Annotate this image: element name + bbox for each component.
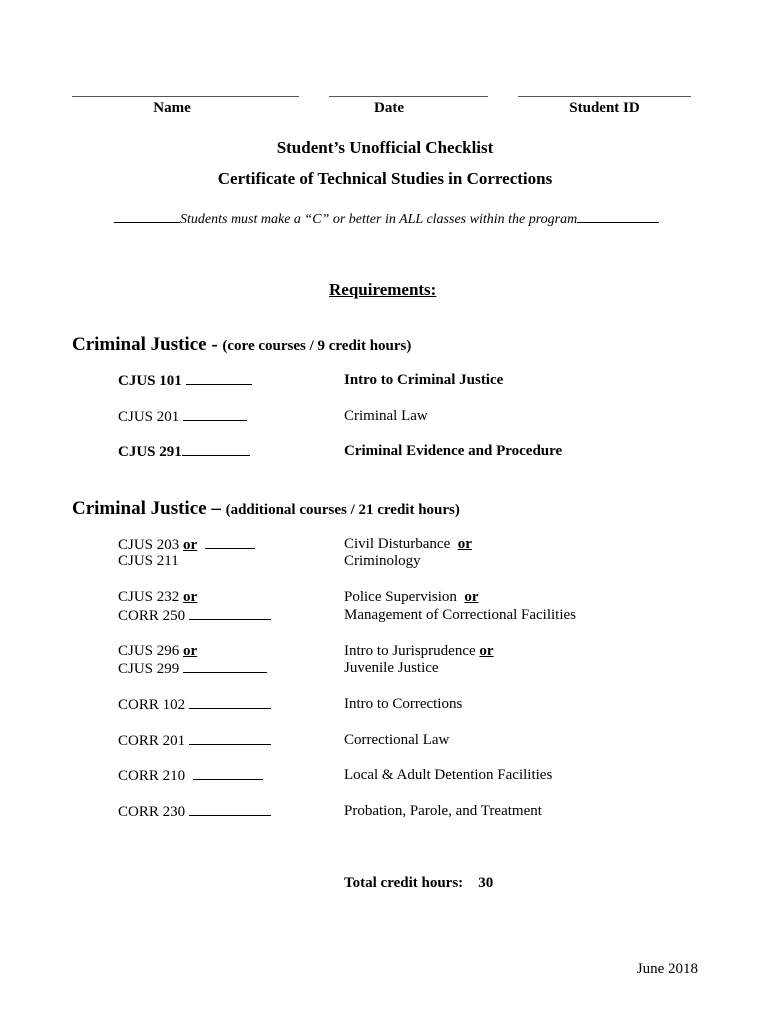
additional-heading-sub: (additional courses / 21 credit hours) [225, 502, 460, 518]
course-code: CORR 201 [118, 733, 186, 749]
single-course-title: Probation, Parole, and Treatment [344, 803, 542, 819]
course-code: CJUS 203 [118, 537, 180, 553]
single-course-code [118, 767, 263, 785]
core-course-title: Criminal Evidence and Procedure [344, 443, 563, 459]
pair-code-primary [118, 536, 255, 554]
course-title: Civil Disturbance [344, 536, 451, 552]
core-section-heading [72, 334, 411, 356]
course-code: CORR 230 [118, 804, 186, 820]
page-title: Student’s Unofficial Checklist [276, 138, 494, 157]
grade-blank[interactable] [183, 660, 267, 673]
single-course-title: Correctional Law [344, 732, 450, 748]
course-code: CORR 250 [118, 608, 186, 624]
pair-title-alternate: Juvenile Justice [344, 660, 439, 676]
pair-code-primary [118, 643, 197, 660]
course-title: Intro to Jurisprudence [344, 643, 476, 659]
pair-title-primary [344, 589, 479, 606]
single-course-code [118, 732, 271, 750]
course-code: CORR 210 [118, 768, 186, 784]
or-word: or [457, 536, 472, 552]
grade-blank[interactable] [186, 372, 252, 385]
student-id-line[interactable] [518, 96, 691, 97]
single-course-code [118, 696, 271, 714]
total-value: 30 [478, 875, 494, 891]
single-course-title: Local & Adult Detention Facilities [344, 767, 553, 783]
single-course-code [118, 803, 271, 821]
course-code: CJUS 291 [118, 444, 182, 460]
name-label: Name [153, 100, 191, 116]
notice-line-right [577, 210, 659, 223]
core-course-code [118, 443, 250, 461]
pair-code-primary [118, 589, 197, 606]
course-code: CORR 102 [118, 697, 186, 713]
grade-blank[interactable] [189, 803, 271, 816]
grade-blank[interactable] [205, 536, 255, 549]
course-code: CJUS 296 [118, 643, 180, 659]
pair-title-alternate: Criminology [344, 553, 421, 569]
or-word: or [479, 643, 494, 659]
notice-text: Students must make a “C” or better in ALL classes within the program [180, 212, 578, 227]
course-code: CJUS 101 [118, 373, 182, 389]
core-course-code [118, 408, 247, 426]
core-course-title: Criminal Law [344, 408, 428, 424]
pair-title-primary [344, 536, 472, 553]
pair-title-primary [344, 643, 494, 660]
core-course-title: Intro to Criminal Justice [344, 372, 504, 388]
notice-line-left [114, 210, 180, 223]
name-line[interactable] [72, 96, 299, 97]
pair-code-alternate [118, 607, 271, 625]
total-credit-hours [344, 875, 493, 892]
or-word: or [464, 589, 479, 605]
core-heading-sub: (core courses / 9 credit hours) [222, 338, 412, 354]
requirements-heading: Requirements: [329, 280, 437, 299]
core-heading-text: Criminal Justice - [72, 334, 223, 355]
grade-blank[interactable] [193, 767, 263, 780]
or-word: or [183, 537, 198, 553]
pair-code-alternate [118, 660, 267, 678]
grade-notice [114, 210, 674, 228]
grade-blank[interactable] [189, 732, 271, 745]
grade-blank[interactable] [189, 607, 271, 620]
student-id-label: Student ID [569, 100, 640, 116]
course-code: CJUS 201 [118, 409, 180, 425]
core-course-code [118, 372, 252, 390]
course-code: CJUS 299 [118, 661, 180, 677]
or-word: or [183, 643, 198, 659]
date-line[interactable] [329, 96, 488, 97]
pair-title-alternate: Management of Correctional Facilities [344, 607, 577, 623]
grade-blank[interactable] [182, 443, 250, 456]
course-code: CJUS 232 [118, 589, 180, 605]
page-subtitle: Certificate of Technical Studies in Corrections [217, 169, 553, 188]
or-word: or [183, 589, 198, 605]
course-title: Police Supervision [344, 589, 457, 605]
grade-blank[interactable] [183, 408, 247, 421]
single-course-title: Intro to Corrections [344, 696, 463, 712]
additional-section-heading [72, 498, 460, 520]
additional-heading-text: Criminal Justice – [72, 498, 226, 519]
pair-code-alternate: CJUS 211 [118, 553, 179, 569]
grade-blank[interactable] [189, 696, 271, 709]
footer-date: June 2018 [636, 961, 698, 977]
date-label: Date [374, 100, 404, 116]
total-label: Total credit hours: [344, 875, 464, 891]
